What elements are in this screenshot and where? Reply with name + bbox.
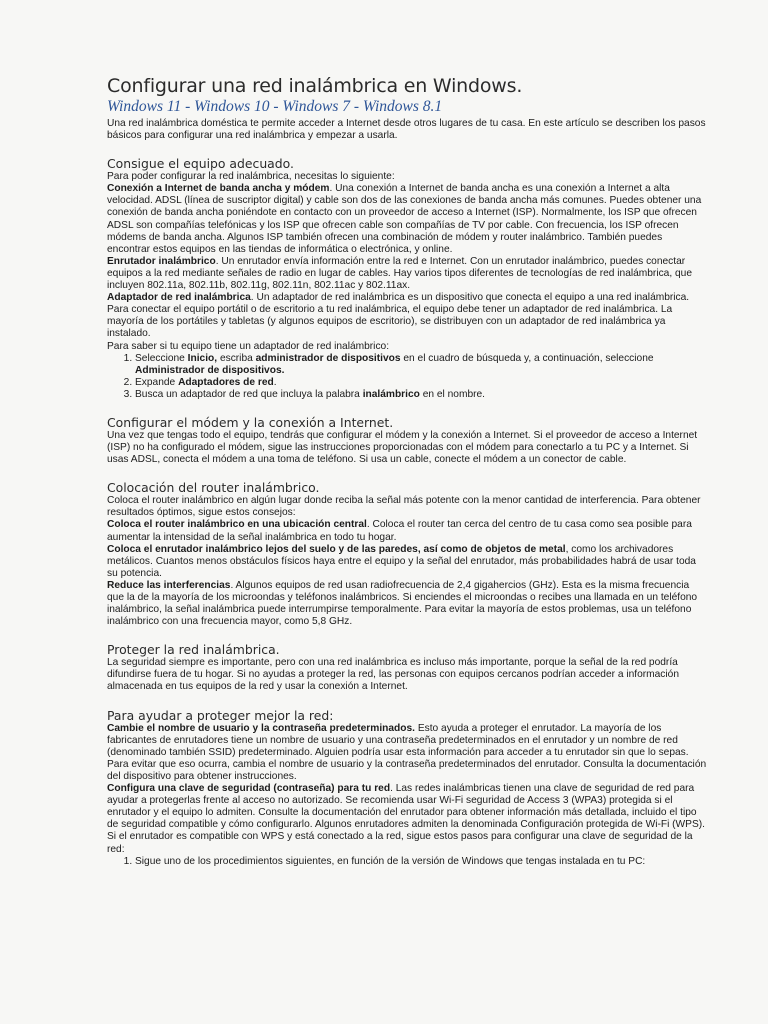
section-heading-protect-better: Para ayudar a proteger mejor la red: <box>107 707 334 723</box>
paragraph-interference: Reduce las interferencias. Algunos equipos de red usan radiofrecuencia de 2,4 gigahercios (GHz). Esta es la misma frecuencia que la de la mayoría de los microondas y teléfonos inalámbricos. Si enciendes el microondas o recibes una llamada en un teléfono inalámbrico, la señal inalámbrica puede interrumpirse temporalmente. Para evitar la mayoría de estos problemas, usa un teléfono inalámbrico con una frecuencia mayor, como 5,8 GHz. <box>107 579 698 628</box>
placement-lead: Coloca el router inalámbrico en algún lugar donde reciba la señal más potente con la menor cantidad de interferencia. Para obtener resultados óptimos, sigue estos consejos: <box>107 495 701 519</box>
paragraph-protect: La seguridad siempre es importante, pero con una red inalámbrica es incluso más importante, porque la señal de la red podría difundirse fuera de tu hogar. Si no ayudas a proteger la red, las personas con equipos cercanos podrían acceder a información almacenada en tus equipos de la red y usar la conexión a Internet. <box>107 657 679 693</box>
list-item: 1. Sigue uno de los procedimientos siguientes, en función de la versión de Windows que tengas instalada en tu PC: <box>135 856 708 868</box>
paragraph-broadband: Conexión a Internet de banda ancha y módem. Una conexión a Internet de banda ancha es una conexión a Internet a alta velocidad. ADSL (línea de suscriptor digital) y cable son dos de las conexiones de banda ancha más comunes. Puedes obtener una conexión de banda ancha poniéndote en contacto con un proveedor de acceso a Internet (ISP). Normalmente, los ISP que ofrecen ADSL son compañías telefónicas y los ISP que ofrecen cable son compañías de TV por cable. Con frecuencia, los ISP ofrecen módems de banda ancha. Algunos ISP también ofrecen una combinación de módem y router inalámbrico. También puedes encontrar estos equipos en las tiendas de informática o electrónica, y online. <box>107 183 702 255</box>
adapter-steps-list <box>107 353 708 401</box>
paragraph-router: Enrutador inalámbrico. Un enrutador envía información entre la red e Internet. Con un enrutador inalámbrico, puedes conectar equipos a la red mediante señales de radio en lugar de cables. Hay varios tipos diferentes de tecnologías de red inalámbrica, que incluyen 802.11a, 802.11b, 802.11g, 802.11n, 802.11ac y 802.11ax. <box>107 255 693 292</box>
paragraph-adapter: Adaptador de red inalámbrica. Un adaptador de red inalámbrica es un dispositivo que conecta el equipo a una red inalámbrica. Para conectar el equipo portátil o de escritorio a tu red inalámbrica, el equipo debe tener un adaptador de red inalámbrica. La mayoría de los portátiles y tabletas (y algunos equipos de escritorio), se distribuyen con un adaptador de red inalámbrica ya instalado. <box>107 292 690 340</box>
term-adapter: Adaptador de red inalámbrica <box>107 292 251 304</box>
list-item: 1. Seleccione Inicio, escriba administrador de dispositivos en el cuadro de búsqueda y, a continuación, seleccione Administrador de dispositivos. <box>135 353 708 377</box>
paragraph-modem: Una vez que tengas todo el equipo, tendrás que configurar el módem y la conexión a Internet. Si el proveedor de acceso a Internet (ISP) no ha configurado el módem, sigue las instrucciones proporcionadas con el módem para conectarlo a tu PC y a Internet. Si usas ADSL, conecta el módem a una toma de teléfono. Si usa un cable, conecte el módem a un conector de cable. <box>107 429 698 466</box>
document-title: Configurar una red inalámbrica en Windows. <box>107 75 523 97</box>
section-heading-equipment: Consigue el equipo adecuado. <box>107 156 294 172</box>
list-item: 2. Expande Adaptadores de red. <box>135 377 708 389</box>
term-router: Enrutador inalámbrico <box>107 255 216 267</box>
paragraph-default-credentials: Cambie el nombre de usuario y la contraseña predeterminados. Esto ayuda a proteger el enrutador. La mayoría de los fabricantes de enrutadores tiene un nombre de usuario y una contraseña predeterminados en el enrutador y un nombre de red (denominado también SSID) predeterminado. Alguien podría usar esta información para acceder a tu enrutador sin que lo sepas. Para evitar que eso ocurra, cambia el nombre de usuario y la contraseña predeterminados del enrutador. Consulta la documentación del dispositivo para obtener instrucciones. <box>107 722 707 782</box>
paragraph-away-from-floor: Coloca el enrutador inalámbrico lejos del suelo y de las paredes, así como de objetos de metal, como los archivadores metálicos. Cuantos menos obstáculos físicos haya entre el equipo y la señal del enrutador, más probabilidades habrá de usar toda su potencia. <box>107 543 696 579</box>
term-broadband: Conexión a Internet de banda ancha y módem <box>107 183 330 195</box>
paragraph-central: Coloca el router inalámbrico en una ubicación central. Coloca el router tan cerca del centro de tu casa como sea posible para aumentar la intensidad de la señal inalámbrica en todo tu hogar. <box>107 519 692 543</box>
list-item: 3. Busca un adaptador de red que incluya la palabra inalámbrico en el nombre. <box>135 389 708 401</box>
security-steps-list <box>107 856 708 868</box>
document-subtitle: Windows 11 - Windows 10 - Windows 7 - Windows 8.1 <box>107 98 443 115</box>
adapter-list-lead: Para saber si tu equipo tiene un adaptador de red inalámbrico: <box>107 340 390 352</box>
paragraph-security-key: Configura una clave de seguridad (contraseña) para tu red. Las redes inalámbricas tienen una clave de seguridad de red para ayudar a protegerlas frente al acceso no autorizado. Se recomienda usar Wi-Fi seguridad de Access 3 (WPA3) protegida si el enrutador y el equipo lo admiten. Consulte la documentación del enrutador para obtener información más detallada, incluido el tipo de seguridad compatible y cómo configurarlo. Algunos enrutadores admiten la denominada Configuración protegida de Wi-Fi (WPS). Si el enrutador es compatible con WPS y está conectado a la red, sigue estos pasos para configurar una clave de seguridad de la red: <box>107 783 705 855</box>
section-heading-placement: Colocación del router inalámbrico. <box>107 480 320 496</box>
intro-paragraph: Una red inalámbrica doméstica te permite acceder a Internet desde otros lugares de tu casa. En este artículo se describen los pasos básicos para configurar una red inalámbrica y empezar a usarla. <box>107 118 706 142</box>
section-heading-protect: Proteger la red inalámbrica. <box>107 642 280 658</box>
section-heading-modem: Configurar el módem y la conexión a Internet. <box>107 414 394 430</box>
equipment-lead: Para poder configurar la red inalámbrica, necesitas lo siguiente: <box>107 171 395 183</box>
